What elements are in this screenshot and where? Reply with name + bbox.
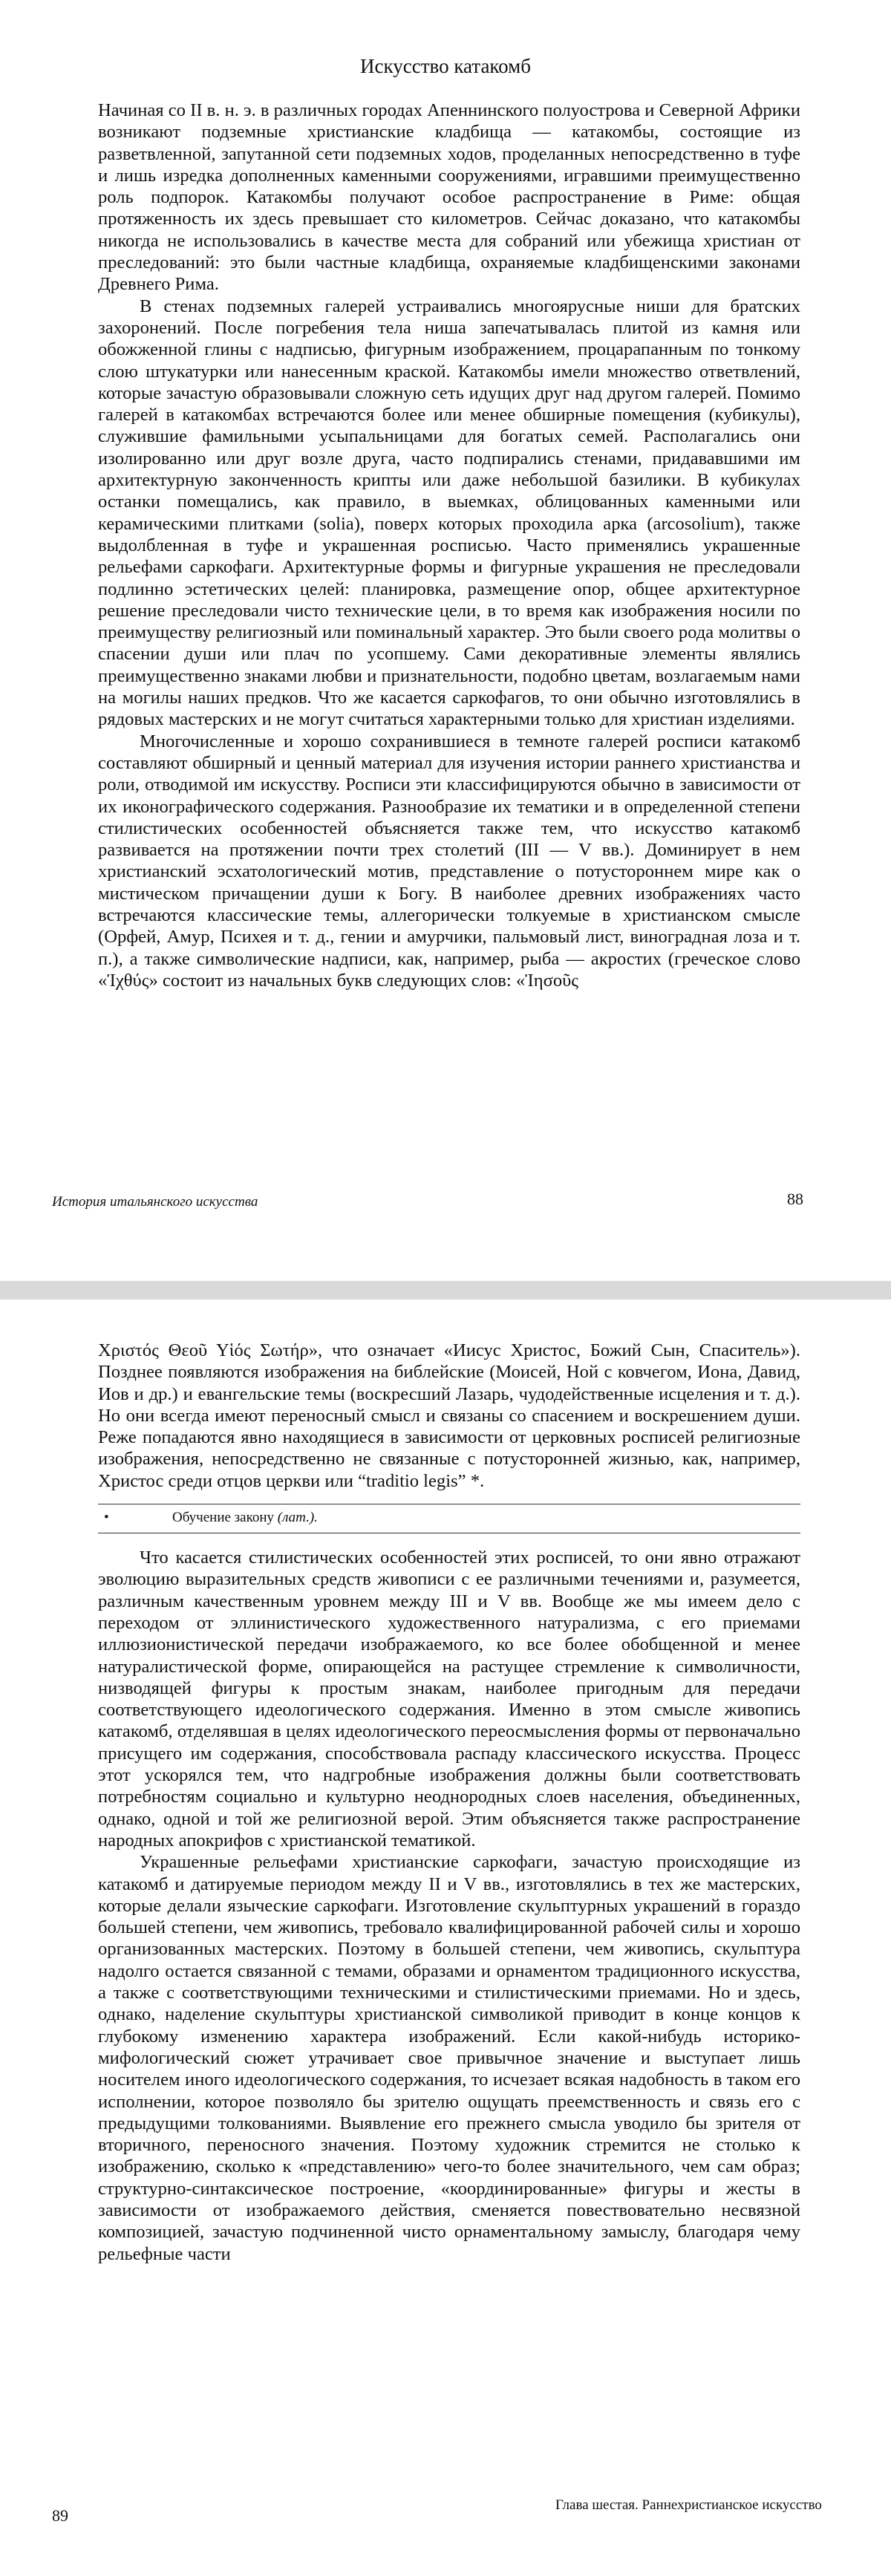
paragraph: Χριστός Θεοῦ Υἱός Σωτήρ», что означает «Иисус Христос, Божий Сын, Спаситель»). Позднее появляются изображения на библейские (Моисей, Ной с ковчегом, Иона, Давид, Иов и др.) и евангельские темы (воскресший Лазарь, чудодейственные исцеления и т. д.). Но они всегда имеют переносный смысл и связаны со спасением и воскрешением души. Реже попадаются явно находящиеся в зависимости от церковных росписей религиозные изображения, непосредственно не связанные с потусторонней жизнью, как, например, Христос среди отцов церкви или “traditio legis” *. xyxy=(98,1340,800,1491)
footnote-language: (лат.). xyxy=(277,1510,318,1526)
book-title-footer: История итальянского искусства xyxy=(52,1194,258,1210)
body-text xyxy=(98,1340,800,2265)
footnote-mark: • xyxy=(104,1510,109,1526)
page-88 xyxy=(0,0,891,1281)
page-89 xyxy=(0,1300,891,2576)
page-number: 88 xyxy=(787,1190,803,1208)
paragraph: Многочисленные и хорошо сохранившиеся в темноте галерей росписи катакомб составляют обширный и ценный материал для изучения истории раннего христианства и роли, отводимой им искусству. Росписи эти классифицируются обычно в зависимости от их иконографического содержания. Разнообразие их тематики и в определенной степени стилистических особенностей объясняется также тем, что искусство катакомб развивается на протяжении почти трех столетий (III — V вв.). Доминирует в нем христианский эсхатологический мотив, представление о потустороннем мире как о мистическом причащении души к Богу. В наиболее древних изображениях часто встречаются классические темы, аллегорически толкуемые в христианском смысле (Орфей, Амур, Психея и т. д., гении и амурчики, пальмовый лист, виноградная лоза и т. п.), а также символические надписи, как, например, рыба — акростих (греческое слово «Ἰχθύς» состоит из начальных букв следующих слов: «Ἰησοῦς xyxy=(98,731,800,991)
footnote xyxy=(98,1504,800,1533)
running-title: Искусство катакомб xyxy=(360,55,531,77)
page-number: 89 xyxy=(52,2506,68,2525)
chapter-footer: Глава шестая. Раннехристианское искусство xyxy=(555,2497,822,2513)
footnote-text: Обучение закону xyxy=(172,1510,275,1526)
paragraph: Начиная со II в. н. э. в различных городах Апеннинского полуострова и Северной Африки возникают подземные христианские кладбища — катакомбы, состоящие из разветвленной, запутанной сети подземных ходов, проделанных непосредственно в туфе и лишь изредка дополненных каменными сооружениями, игравшими преимущественно роль подпорок. Катакомбы получают особое распространение в Риме: общая протяженность их здесь превышает сто километров. Сейчас доказано, что катакомбы никогда не использовались в качестве места для собраний или убежища христиан от преследований: это были частные кладбища, охраняемые кладбищенскими законами Древнего Рима. xyxy=(98,100,800,295)
paragraph: Что касается стилистических особенностей этих росписей, то они явно отражают эволюцию выразительных средств живописи с ее различными течениями и, разумеется, различным качественным уровнем между III и V вв. Вообще же мы имеем дело с переходом от эллинистического художественного натурализма, с его приемами иллюзионистической передачи изображаемого, ко все более обобщенной и менее натуралистической форме, опирающейся на растущее стремление к символичности, низводящей фигуры к простым знакам, наиболее пригодным для передачи соответствующего идеологического содержания. Именно в этом смысле живопись катакомб, отделявшая в целях идеологического переосмысления формы от первоначально присущего им содержания, способствовала распаду классического искусства. Процесс этот ускорялся тем, что надгробные изображения должны были соответствовать потребностям социально и культурно неоднородных слоев населения, объединенных, однако, одной и той же религиозной верой. Этим объясняется также распространение народных апокрифов с христианской тематикой. xyxy=(98,1548,800,1851)
paragraph: Украшенные рельефами христианские саркофаги, зачастую происходящие из катакомб и датируемые периодом между II и V вв., изготовлялись в тех же мастерских, которые делали языческие саркофаги. Изготовление скульптурных украшений в гораздо большей степени, чем живопись, требовало квалифицированной рабочей силы и хорошо организованных мастерских. Поэтому в большей степени, чем живопись, скульптура надолго остается связанной с темами, образами и орнаментом традиционного искусства, а также с соответствующими техническими и стилистическими приемами. Но и здесь, однако, наделение скульптуры христианской символикой приводит в конце концов к глубокому изменению характера изображений. Если какой-нибудь историко-мифологический сюжет утрачивает свое привычное значение и выступает лишь носителем иного идеологического содержания, то исчезает всякая надобность в таком его исполнении, которое позволяло бы зрителю ощущать преемственность и связь его с предыдущими толкованиями. Выявление его прежнего смысла уводило бы зрителя от вторичного, переносного значения. Поэтому художник стремится не столько к изображению, сколько к «представлению» чего-то более значительного, чем сам образ; структурно-синтаксическое построение, «координированные» фигуры и жесты в зависимости от изображаемого действия, сменяется повествовательно несвязной композицией, зачастую подчиненной чисто орнаментальному замыслу, благодаря чему рельефные части xyxy=(98,1852,800,2264)
body-text xyxy=(98,100,800,991)
paragraph: В стенах подземных галерей устраивались многоярусные ниши для братских захоронений. После погребения тела ниша запечатывалась плитой из камня или обожженной глины с надписью, фигурным изображением, процарапанным по тонкому слою штукатурки или нанесенным краской. Катакомбы имели множество ответвлений, которые зачастую образовывали сложную сеть идущих друг над другом галерей. Помимо галерей в катакомбах встречаются более или менее обширные помещения (кубикулы), служившие фамильными усыпальницами для богатых семей. Располагались они изолированно или друг возле друга, часто подпирались стенами, придававшими им архитектурную законченность крипты или даже небольшой базилики. В кубикулах останки помещались, как правило, в выемках, облицованных каменными или керамическими плитками (solia), поверх которых проходила арка (arcosolium), также выдолбленная в туфе и украшенная росписью. Часто применялись украшенные рельефами саркофаги. Архитектурные формы и фигурные украшения не преследовали подлинно эстетических целей: планировка, размещение опор, общее архитектурное решение преследовали чисто технические цели, в то время как изображения носили по преимуществу религиозный или поминальный характер. Это были своего рода молитвы о спасении души или плач по усопшему. Сами декоративные элементы являлись преимущественно знаками любви и признательности, подобно цветам, возлагаемым нами на могилы наших предков. Что же касается саркофагов, то они обычно изготовлялись в рядовых мастерских и не могут считаться характерными только для христиан изделиями. xyxy=(98,296,800,730)
